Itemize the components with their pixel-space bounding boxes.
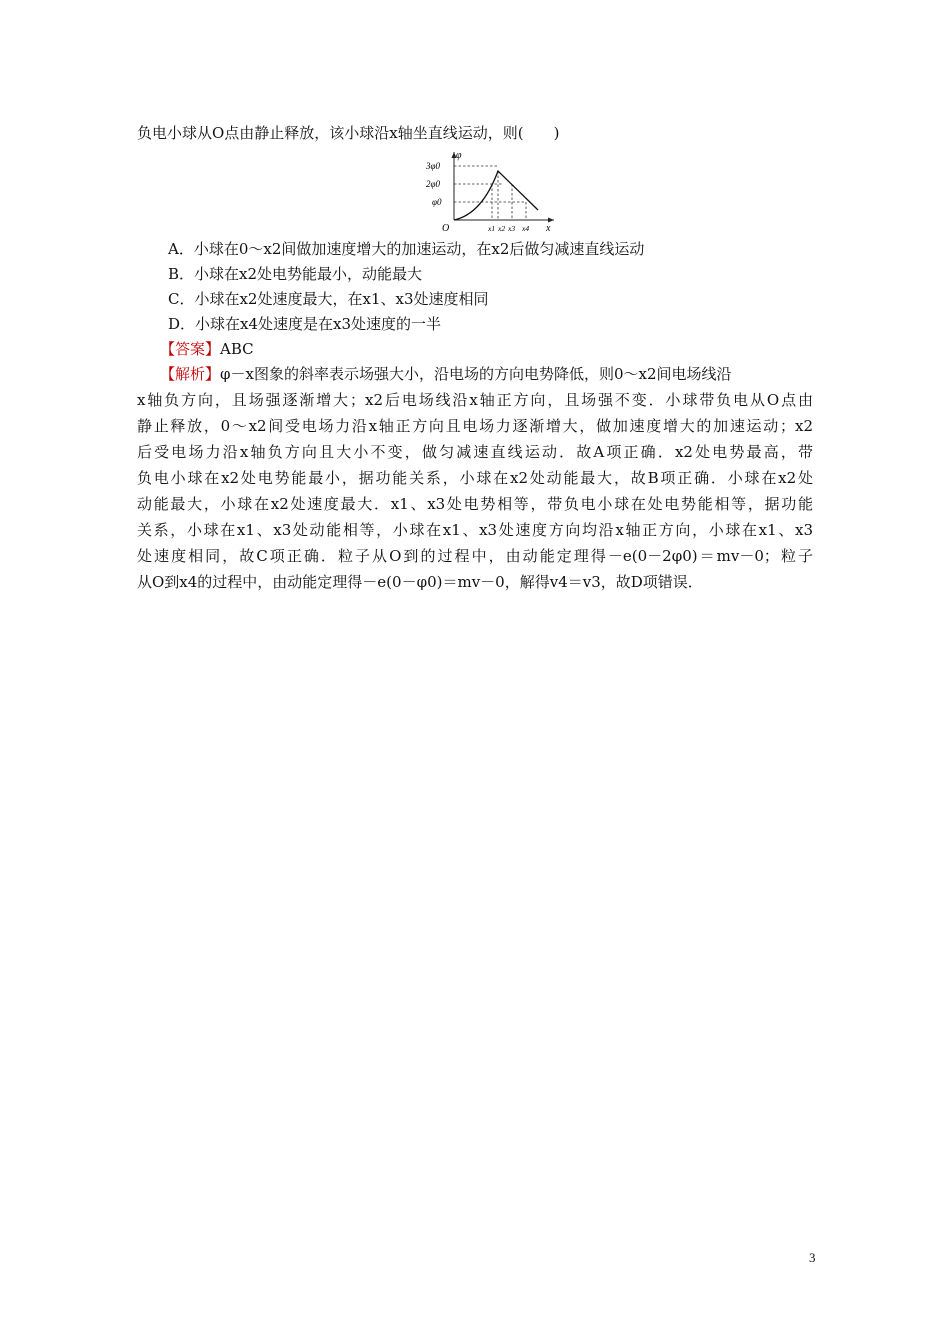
analysis-line-5: 负电小球在x2处电势能最小，据功能关系，小球在x2处动能最大，故B项正确．小球在x2处 — [137, 469, 813, 487]
answer-line — [160, 338, 254, 360]
option-b: B．小球在x2处电势能最小，动能最大 — [168, 265, 423, 283]
potential-curve — [454, 171, 538, 220]
analysis-line-1 — [160, 363, 732, 385]
y-axis-label: φ — [456, 150, 462, 161]
potential-graph — [418, 148, 558, 234]
analysis-line-3: 静止释放，0～x2间受电场力沿x轴正方向且电场力逐渐增大，做加速度增大的加速运动；x2 — [137, 417, 813, 435]
analysis-line-8: 处速度相同，故C项正确．粒子从O到的过程中，由动能定理得－e(0－2φ0)＝mv－0；粒子 — [137, 547, 813, 565]
page-number: 3 — [809, 1250, 816, 1265]
analysis-line-9: 从O到x4的过程中，由动能定理得－e(0－φ0)＝mv－0，解得v4＝v3，故D项错误． — [137, 573, 703, 591]
answer-tag: 【答案】 — [160, 340, 221, 358]
xtick-x4: x4 — [522, 224, 530, 233]
option-a: A．小球在0～x2间做加速度增大的加速运动，在x2后做匀减速直线运动 — [168, 240, 645, 258]
xtick-x1: x1 — [488, 224, 496, 233]
potential-graph-figure — [418, 148, 558, 234]
analysis-line-4: 后受电场力沿x轴负方向且大小不变，做匀减速直线运动．故A项正确．x2处电势最高，带 — [137, 443, 813, 461]
x-axis-label: x — [546, 223, 551, 234]
ytick-3phi0: 3φ0 — [426, 161, 440, 171]
answer-value: ABC — [220, 340, 254, 358]
ytick-phi0: φ0 — [432, 197, 442, 207]
option-c: C．小球在x2处速度最大，在x1、x3处速度相同 — [168, 290, 489, 308]
analysis-line-2: x轴负方向，且场强逐渐增大；x2后电场线沿x轴正方向，且场强不变．小球带负电从O点由 — [137, 391, 813, 409]
question-stem-tail: 负电小球从O点由静止释放，该小球沿x轴坐直线运动，则( ) — [137, 124, 560, 142]
analysis-text-1: φ－x图象的斜率表示场强大小，沿电场的方向电势降低，则0～x2间电场线沿 — [220, 365, 732, 383]
xtick-x3: x3 — [508, 224, 516, 233]
analysis-line-6: 动能最大，小球在x2处速度最大．x1、x3处电势相等，带负电小球在处电势能相等，据功能 — [137, 495, 813, 513]
x-axis-arrow — [548, 218, 554, 223]
ytick-2phi0: 2φ0 — [426, 179, 440, 189]
analysis-line-7: 关系，小球在x1、x3处动能相等，小球在x1、x3处速度方向均沿x轴正方向，小球在x1、x3 — [137, 521, 813, 539]
origin-label: O — [442, 223, 450, 234]
option-d: D．小球在x4处速度是在x3处速度的一半 — [168, 315, 442, 333]
xtick-x2: x2 — [498, 224, 506, 233]
analysis-tag: 【解析】 — [160, 365, 221, 383]
